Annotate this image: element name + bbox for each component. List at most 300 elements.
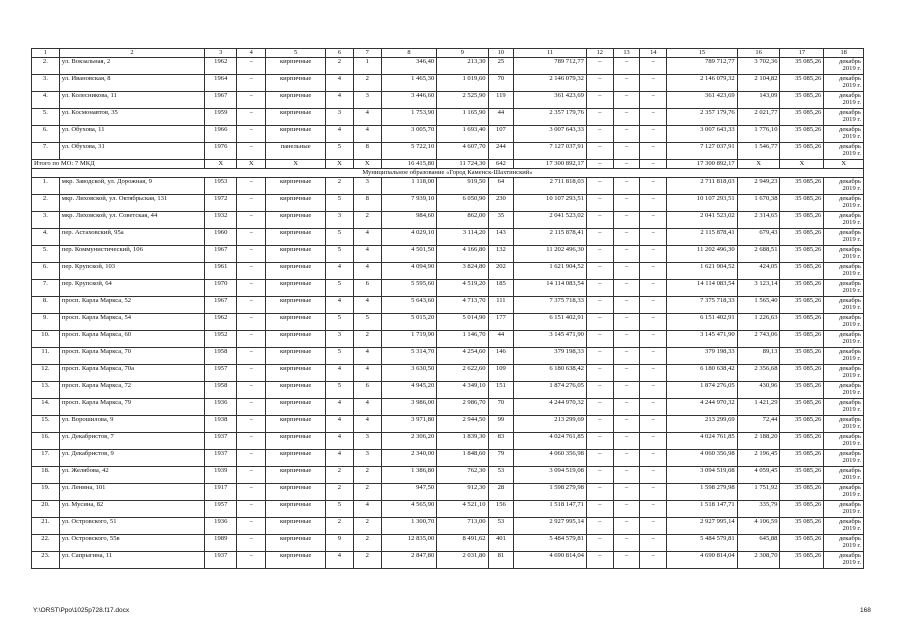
table-cell: 15.	[32, 416, 60, 433]
table-cell: 3 630,50	[381, 365, 437, 382]
table-cell: –	[640, 263, 667, 280]
table-cell: 4 349,10	[437, 382, 488, 399]
table-cell: –	[237, 331, 266, 348]
column-number-header: 15	[667, 49, 738, 58]
table-cell: кирпичные	[266, 484, 326, 501]
table-cell: 14 114 083,54	[667, 280, 738, 297]
table-cell: 1 874 276,05	[514, 382, 587, 399]
table-cell: 1 776,10	[737, 126, 780, 143]
table-cell: –	[640, 518, 667, 535]
table-cell: –	[586, 143, 613, 160]
table-cell: 4 060 356,98	[514, 450, 587, 467]
address-cell: ул. Вокзальная, 2	[59, 58, 204, 75]
table-cell: декабрь 2019 г.	[824, 280, 864, 297]
address-cell: ул. Декабристов, 7	[59, 433, 204, 450]
table-cell: 9.	[32, 314, 60, 331]
table-cell: 35 085,26	[780, 280, 824, 297]
table-cell: –	[613, 263, 640, 280]
table-cell: 35 085,26	[780, 382, 824, 399]
table-cell: 53	[488, 467, 514, 484]
table-cell: 2	[326, 58, 354, 75]
table-cell: 2 357 179,76	[514, 109, 587, 126]
table-cell: декабрь 2019 г.	[824, 382, 864, 399]
table-cell: –	[640, 314, 667, 331]
table-cell: 11.	[32, 348, 60, 365]
table-cell: –	[586, 58, 613, 75]
table-cell: декабрь 2019 г.	[824, 229, 864, 246]
table-cell: кирпичные	[266, 518, 326, 535]
table-cell: 21.	[32, 518, 60, 535]
table-cell: 713,00	[437, 518, 488, 535]
table-cell: 35 085,26	[780, 535, 824, 552]
table-cell: 379 198,33	[667, 348, 738, 365]
column-number-header: 7	[353, 49, 381, 58]
table-cell: –	[586, 178, 613, 195]
table-cell: 762,30	[437, 467, 488, 484]
table-row	[32, 416, 864, 433]
table-cell: –	[613, 535, 640, 552]
table-cell: декабрь 2019 г.	[824, 535, 864, 552]
table-cell: 1 621 904,52	[667, 263, 738, 280]
column-number-header: 11	[514, 49, 587, 58]
table-cell: 4	[326, 433, 354, 450]
table-cell: –	[586, 399, 613, 416]
table-cell: –	[640, 535, 667, 552]
table-cell: 35 085,26	[780, 109, 824, 126]
table-cell: –	[640, 484, 667, 501]
table-cell: 14.	[32, 399, 60, 416]
table-cell: 1932	[205, 212, 237, 229]
table-cell: –	[613, 109, 640, 126]
table-row	[32, 331, 864, 348]
table-cell: 35 085,26	[780, 365, 824, 382]
table-cell: 7 375 718,33	[514, 297, 587, 314]
table-cell: –	[237, 92, 266, 109]
table-cell: 2 525,90	[437, 92, 488, 109]
table-cell: –	[586, 433, 613, 450]
address-cell: ул. Мусина, 82	[59, 501, 204, 518]
table-cell: декабрь 2019 г.	[824, 109, 864, 126]
total-cell: –	[586, 160, 613, 169]
table-cell: кирпичные	[266, 552, 326, 569]
address-cell: пер. Коммунистический, 106	[59, 246, 204, 263]
table-cell: 1962	[205, 314, 237, 331]
table-cell: 1 226,63	[737, 314, 780, 331]
address-cell: пер. Крупской, 103	[59, 263, 204, 280]
table-cell: –	[237, 365, 266, 382]
table-cell: 4	[353, 109, 381, 126]
table-cell: 1953	[205, 178, 237, 195]
table-cell: 4 690 814,04	[667, 552, 738, 569]
table-cell: –	[640, 467, 667, 484]
table-cell: 2 188,20	[737, 433, 780, 450]
table-cell: 4	[326, 297, 354, 314]
housing-repair-table	[31, 48, 864, 569]
column-number-header: 3	[205, 49, 237, 58]
table-cell: 1970	[205, 280, 237, 297]
table-cell: 3 145 471,90	[514, 331, 587, 348]
table-cell: 107	[488, 126, 514, 143]
table-cell: 1 693,40	[437, 126, 488, 143]
table-cell: –	[586, 484, 613, 501]
table-cell: –	[613, 501, 640, 518]
table-cell: кирпичные	[266, 229, 326, 246]
table-cell: 4	[353, 501, 381, 518]
table-cell: кирпичные	[266, 92, 326, 109]
table-cell: –	[613, 126, 640, 143]
address-cell: мкр. Лиховской, ул. Советская, 44	[59, 212, 204, 229]
table-cell: 25	[488, 58, 514, 75]
table-cell: –	[586, 75, 613, 92]
table-cell: 1964	[205, 75, 237, 92]
table-cell: 4 024 761,85	[667, 433, 738, 450]
table-cell: 2	[326, 484, 354, 501]
table-cell: 177	[488, 314, 514, 331]
table-row	[32, 143, 864, 160]
table-cell: –	[613, 229, 640, 246]
table-cell: –	[237, 467, 266, 484]
address-cell: ул. Желябова, 42	[59, 467, 204, 484]
table-cell: 146	[488, 348, 514, 365]
table-cell: 4 519,20	[437, 280, 488, 297]
address-cell: просп. Карла Маркса, 54	[59, 314, 204, 331]
table-cell: –	[613, 178, 640, 195]
table-cell: –	[586, 126, 613, 143]
table-cell: 8	[353, 195, 381, 212]
total-cell: X	[266, 160, 326, 169]
table-cell: 2 306,20	[381, 433, 437, 450]
table-cell: кирпичные	[266, 450, 326, 467]
table-cell: 23.	[32, 552, 60, 569]
footer-file-path: Y:\ORST\Ppo\1025p728.f17.docx	[33, 607, 130, 614]
table-cell: –	[586, 501, 613, 518]
table-cell: 3 986,00	[381, 399, 437, 416]
address-cell: ул. Космонавтов, 35	[59, 109, 204, 126]
table-cell: 6.	[32, 126, 60, 143]
table-cell: –	[613, 365, 640, 382]
table-cell: 3 094 519,08	[514, 467, 587, 484]
table-cell: 11 202 496,30	[667, 246, 738, 263]
table-cell: 3 094 519,08	[667, 467, 738, 484]
table-cell: 346,40	[381, 58, 437, 75]
table-cell: 1 019,60	[437, 75, 488, 92]
table-cell: –	[237, 501, 266, 518]
table-cell: 2 688,51	[737, 246, 780, 263]
table-cell: 430,96	[737, 382, 780, 399]
table-cell: 1 598 279,98	[514, 484, 587, 501]
table-cell: 1917	[205, 484, 237, 501]
table-cell: –	[586, 246, 613, 263]
table-cell: –	[613, 331, 640, 348]
table-cell: 12.	[32, 365, 60, 382]
table-cell: 44	[488, 331, 514, 348]
table-cell: 4	[353, 246, 381, 263]
table-cell: декабрь 2019 г.	[824, 75, 864, 92]
table-cell: 1936	[205, 518, 237, 535]
table-cell: 4	[326, 263, 354, 280]
table-cell: 4 501,50	[381, 246, 437, 263]
table-cell: 4	[326, 416, 354, 433]
table-cell: 5	[326, 314, 354, 331]
table-cell: 17.	[32, 450, 60, 467]
table-cell: 1 874 276,05	[667, 382, 738, 399]
table-cell: –	[237, 433, 266, 450]
table-cell: –	[640, 331, 667, 348]
table-cell: 6	[353, 280, 381, 297]
table-cell: 3	[326, 331, 354, 348]
table-cell: 1 165,90	[437, 109, 488, 126]
column-number-header: 10	[488, 49, 514, 58]
table-cell: 1976	[205, 143, 237, 160]
table-cell: 109	[488, 365, 514, 382]
table-cell: 3	[353, 178, 381, 195]
table-cell: 4	[326, 365, 354, 382]
table-cell: –	[586, 382, 613, 399]
column-number-header: 2	[59, 49, 204, 58]
table-cell: –	[237, 314, 266, 331]
table-cell: 4 166,80	[437, 246, 488, 263]
table-cell: кирпичные	[266, 314, 326, 331]
table-cell: 2	[353, 75, 381, 92]
table-cell: 35 085,26	[780, 501, 824, 518]
table-cell: 2.	[32, 195, 60, 212]
table-cell: 1957	[205, 501, 237, 518]
table-cell: 4 254,60	[437, 348, 488, 365]
table-cell: 35 085,26	[780, 433, 824, 450]
table-cell: 1 300,70	[381, 518, 437, 535]
table-cell: –	[586, 552, 613, 569]
table-cell: 35 085,26	[780, 297, 824, 314]
address-cell: просп. Карла Маркса, 52	[59, 297, 204, 314]
column-number-header: 18	[824, 49, 864, 58]
table-cell: –	[586, 450, 613, 467]
table-cell: 70	[488, 75, 514, 92]
column-number-header: 4	[237, 49, 266, 58]
table-cell: 2 743,06	[737, 331, 780, 348]
table-cell: декабрь 2019 г.	[824, 433, 864, 450]
table-cell: –	[586, 365, 613, 382]
table-cell: 53	[488, 518, 514, 535]
table-cell: 35 085,26	[780, 75, 824, 92]
table-cell: –	[640, 552, 667, 569]
table-cell: –	[640, 195, 667, 212]
table-cell: 4	[353, 297, 381, 314]
table-cell: –	[586, 535, 613, 552]
table-cell: 4 521,10	[437, 501, 488, 518]
table-cell: 5 015,20	[381, 314, 437, 331]
table-cell: 1 546,77	[737, 143, 780, 160]
table-cell: 5.	[32, 246, 60, 263]
address-cell: просп. Карла Маркса, 60	[59, 331, 204, 348]
address-cell: ул. Островского, 51	[59, 518, 204, 535]
table-cell: –	[640, 280, 667, 297]
table-cell: 1961	[205, 263, 237, 280]
table-cell: декабрь 2019 г.	[824, 263, 864, 280]
address-cell: пер. Астаховский, 95а	[59, 229, 204, 246]
table-cell: 202	[488, 263, 514, 280]
table-cell: 679,43	[737, 229, 780, 246]
table-cell: –	[237, 535, 266, 552]
table-cell: 645,88	[737, 535, 780, 552]
table-cell: 35 085,26	[780, 416, 824, 433]
table-cell: 230	[488, 195, 514, 212]
table-cell: 401	[488, 535, 514, 552]
table-cell: 5 484 579,81	[667, 535, 738, 552]
table-cell: –	[237, 484, 266, 501]
table-cell: 4	[353, 263, 381, 280]
table-cell: декабрь 2019 г.	[824, 416, 864, 433]
table-cell: кирпичные	[266, 416, 326, 433]
section-title: Муниципальное образование «Город Каменск-Шахтинский»	[32, 169, 864, 178]
table-cell: 3.	[32, 212, 60, 229]
table-cell: –	[586, 109, 613, 126]
table-cell: –	[613, 416, 640, 433]
table-cell: 3 007 643,33	[514, 126, 587, 143]
table-cell: кирпичные	[266, 365, 326, 382]
table-cell: –	[586, 212, 613, 229]
table-cell: 3	[353, 92, 381, 109]
table-cell: 35 085,26	[780, 348, 824, 365]
table-cell: –	[613, 143, 640, 160]
table-cell: 4	[326, 92, 354, 109]
table-cell: 1957	[205, 365, 237, 382]
table-cell: кирпичные	[266, 348, 326, 365]
table-cell: –	[640, 109, 667, 126]
table-cell: 3 824,80	[437, 263, 488, 280]
table-cell: –	[237, 229, 266, 246]
table-cell: 2 986,70	[437, 399, 488, 416]
table-cell: 6.	[32, 263, 60, 280]
table-cell: –	[586, 229, 613, 246]
table-cell: 1962	[205, 58, 237, 75]
table-cell: декабрь 2019 г.	[824, 450, 864, 467]
table-cell: 3	[353, 450, 381, 467]
table-cell: 213,30	[437, 58, 488, 75]
table-cell: 1 518 147,71	[667, 501, 738, 518]
table-cell: 4 690 814,04	[514, 552, 587, 569]
table-cell: 361 423,69	[514, 92, 587, 109]
table-cell: 4	[353, 126, 381, 143]
table-body	[32, 49, 864, 569]
table-cell: 1958	[205, 348, 237, 365]
table-row	[32, 484, 864, 501]
table-cell: –	[613, 518, 640, 535]
table-cell: 1.	[32, 178, 60, 195]
table-cell: панельные	[266, 143, 326, 160]
table-cell: 789 712,77	[514, 58, 587, 75]
table-row	[32, 195, 864, 212]
table-cell: –	[237, 416, 266, 433]
table-cell: декабрь 2019 г.	[824, 58, 864, 75]
table-cell: 1967	[205, 92, 237, 109]
table-cell: –	[586, 280, 613, 297]
table-cell: 6 180 638,42	[514, 365, 587, 382]
table-cell: 2 146 079,32	[667, 75, 738, 92]
table-cell: 4	[353, 416, 381, 433]
table-cell: –	[613, 433, 640, 450]
table-cell: –	[640, 212, 667, 229]
address-cell: просп. Карла Маркса, 79	[59, 399, 204, 416]
column-number-header: 9	[437, 49, 488, 58]
table-cell: –	[237, 263, 266, 280]
table-cell: 4	[353, 365, 381, 382]
table-cell: 35 085,26	[780, 229, 824, 246]
table-cell: декабрь 2019 г.	[824, 126, 864, 143]
table-cell: декабрь 2019 г.	[824, 314, 864, 331]
table-cell: 22.	[32, 535, 60, 552]
address-cell: ул. Колесникова, 11	[59, 92, 204, 109]
column-number-header: 16	[737, 49, 780, 58]
table-row	[32, 280, 864, 297]
table-cell: –	[237, 75, 266, 92]
table-cell: 5 643,60	[381, 297, 437, 314]
table-cell: 72,44	[737, 416, 780, 433]
table-cell: кирпичные	[266, 178, 326, 195]
table-cell: 4 244 970,32	[514, 399, 587, 416]
table-cell: 2 041 523,02	[514, 212, 587, 229]
table-cell: кирпичные	[266, 433, 326, 450]
table-cell: 99	[488, 416, 514, 433]
total-cell: 17 300 892,17	[667, 160, 738, 169]
table-cell: декабрь 2019 г.	[824, 552, 864, 569]
table-cell: 1959	[205, 109, 237, 126]
table-cell: –	[586, 331, 613, 348]
table-cell: 4	[353, 399, 381, 416]
table-cell: 5	[326, 143, 354, 160]
table-cell: 5	[326, 280, 354, 297]
table-cell: –	[640, 58, 667, 75]
table-cell: 335,79	[737, 501, 780, 518]
table-row	[32, 212, 864, 229]
table-cell: –	[613, 450, 640, 467]
table-cell: 8 491,62	[437, 535, 488, 552]
table-cell: 213 299,69	[667, 416, 738, 433]
table-cell: кирпичные	[266, 58, 326, 75]
table-cell: 2	[353, 518, 381, 535]
table-cell: –	[640, 75, 667, 92]
table-cell: 213 299,69	[514, 416, 587, 433]
table-row	[32, 535, 864, 552]
table-cell: 1 565,40	[737, 297, 780, 314]
table-cell: кирпичные	[266, 109, 326, 126]
table-cell: 81	[488, 552, 514, 569]
table-cell: кирпичные	[266, 280, 326, 297]
table-cell: –	[613, 467, 640, 484]
table-cell: декабрь 2019 г.	[824, 331, 864, 348]
table-cell: 4 565,90	[381, 501, 437, 518]
table-cell: –	[613, 314, 640, 331]
table-cell: –	[640, 297, 667, 314]
table-cell: 1	[353, 58, 381, 75]
table-cell: 35 085,26	[780, 314, 824, 331]
table-cell: 2 308,70	[737, 552, 780, 569]
table-cell: 3 007 643,33	[667, 126, 738, 143]
table-cell: 912,30	[437, 484, 488, 501]
table-cell: 3	[326, 109, 354, 126]
document-page	[31, 48, 864, 569]
table-cell: 4 060 356,98	[667, 450, 738, 467]
table-cell: 35	[488, 212, 514, 229]
table-cell: –	[640, 416, 667, 433]
table-cell: 5	[326, 195, 354, 212]
address-cell: ул. Сапрыгина, 11	[59, 552, 204, 569]
table-cell: –	[237, 143, 266, 160]
table-row	[32, 246, 864, 263]
table-cell: –	[613, 552, 640, 569]
table-cell: 2 711 818,03	[667, 178, 738, 195]
table-cell: 1 670,38	[737, 195, 780, 212]
table-cell: 1989	[205, 535, 237, 552]
